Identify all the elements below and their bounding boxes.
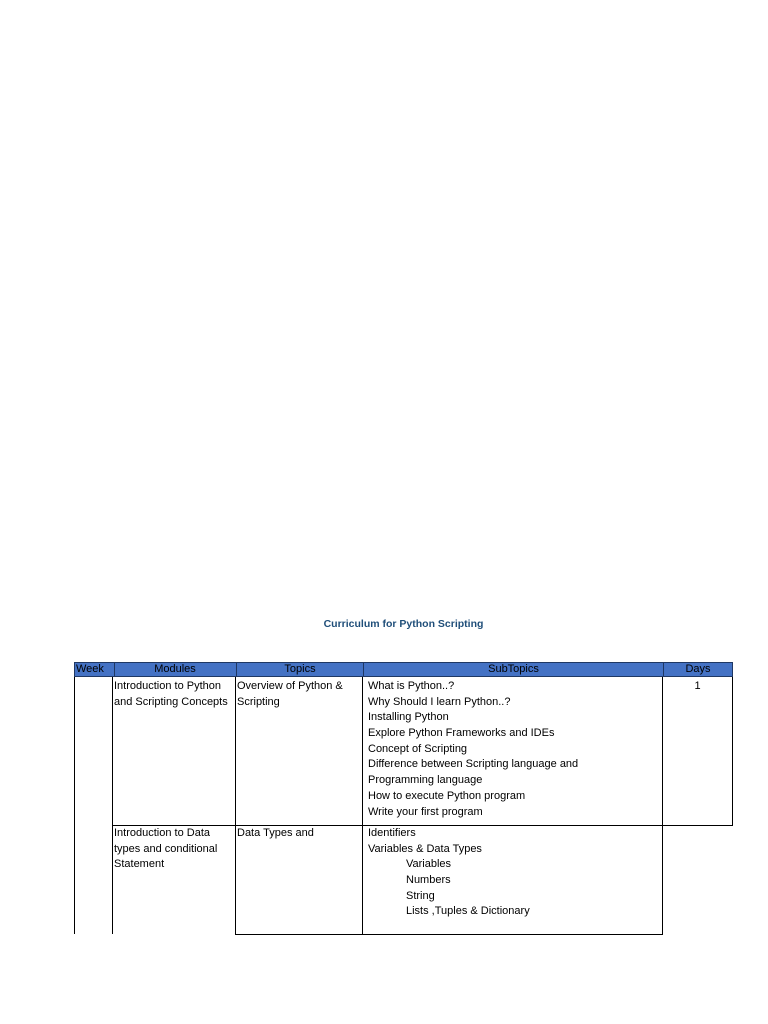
subtopic-item: Concept of Scripting <box>368 742 468 755</box>
topic-line: Data Types and <box>237 827 314 839</box>
grid-line <box>235 677 236 935</box>
table-header-row <box>74 662 733 677</box>
header-subtopics: SubTopics <box>364 663 664 676</box>
subtopic-item: Variables & Data Types <box>368 842 482 855</box>
module-line: Statement <box>114 858 165 871</box>
subtopic-item: Lists ,Tuples & Dictionary <box>406 905 530 918</box>
subtopic-item: Write your first program <box>368 805 483 818</box>
subtopic-item: How to execute Python program <box>368 789 526 802</box>
module-line: types and conditional <box>114 842 218 855</box>
subtopic-item: Programming language <box>368 774 483 787</box>
header-topics: Topics <box>237 663 364 676</box>
subtopic-item: What is Python..? <box>368 680 455 692</box>
module-line: and Scripting Concepts <box>114 695 228 708</box>
topic-cell <box>237 826 314 842</box>
grid-line <box>362 677 363 935</box>
grid-line <box>235 934 663 935</box>
topic-line: Overview of Python & <box>237 680 343 692</box>
module-line: Introduction to Python <box>114 680 222 692</box>
subtopic-item: Why Should I learn Python..? <box>368 695 511 708</box>
module-cell <box>114 826 217 873</box>
document-title: Curriculum for Python Scripting <box>323 618 484 630</box>
subtopic-item: String <box>406 889 435 902</box>
curriculum-table <box>74 662 733 934</box>
module-line: Introduction to Data <box>114 827 211 839</box>
subtopic-item: Difference between Scripting language and <box>368 758 579 771</box>
subtopic-item: Identifiers <box>368 827 416 839</box>
subtopic-item: Numbers <box>406 874 451 887</box>
module-cell <box>114 679 228 710</box>
subtopic-item: Explore Python Frameworks and IDEs <box>368 727 555 740</box>
days-cell: 1 <box>694 680 701 692</box>
grid-line <box>74 677 75 934</box>
subtopic-item: Variables <box>406 858 452 871</box>
subtopic-item: Installing Python <box>368 711 449 724</box>
topic-line: Scripting <box>237 695 280 708</box>
header-week: Week <box>75 663 115 676</box>
subtopics-cell <box>368 826 530 920</box>
header-modules: Modules <box>114 663 237 676</box>
subtopics-cell <box>368 679 578 820</box>
grid-line <box>112 677 113 934</box>
header-days: Days <box>685 663 711 675</box>
grid-line <box>732 677 733 825</box>
topic-cell <box>237 679 343 710</box>
grid-line <box>662 677 663 935</box>
